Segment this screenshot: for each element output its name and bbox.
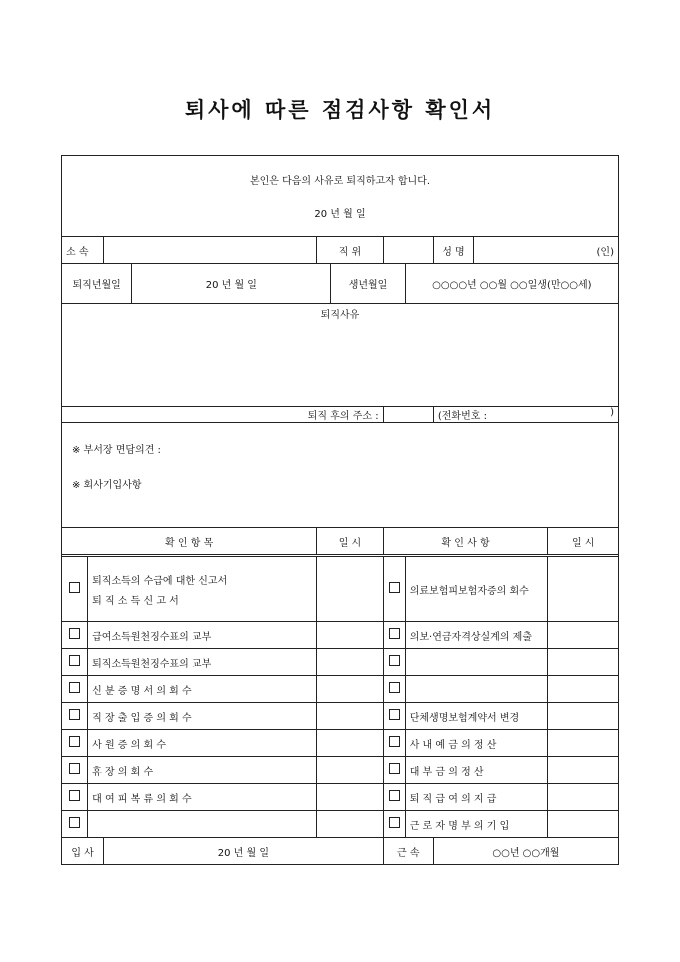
- checklist-date[interactable]: [548, 757, 619, 784]
- checkbox-icon: [69, 790, 80, 801]
- checklist-date[interactable]: [548, 703, 619, 730]
- checkbox-icon: [69, 817, 80, 828]
- checklist-item-line2: 퇴 직 소 득 신 고 서: [92, 595, 179, 607]
- checklist-row: [62, 757, 619, 784]
- checkbox[interactable]: [62, 703, 88, 730]
- join-field[interactable]: 20 년 월 일: [104, 838, 383, 865]
- checklist-row: [62, 811, 619, 838]
- retire-date-label: 퇴직년월일: [62, 264, 132, 304]
- checklist-date[interactable]: [317, 757, 383, 784]
- checklist-date[interactable]: [317, 730, 383, 757]
- seal-text: (인): [596, 246, 614, 258]
- checklist-date[interactable]: [317, 811, 383, 838]
- checkbox-icon: [69, 736, 80, 747]
- checkbox[interactable]: [62, 784, 88, 811]
- checklist-item: 의료보험피보험자증의 회수: [405, 557, 548, 622]
- checklist-item: 단체생명보험계약서 변경: [405, 703, 548, 730]
- birth-field[interactable]: ○○○○년 ○○월 ○○일생(만○○세): [405, 264, 618, 304]
- checklist-item: 급여소득원천징수표의 교부: [88, 622, 317, 649]
- checklist-date[interactable]: [317, 557, 383, 622]
- checklist-date[interactable]: [548, 649, 619, 676]
- checkbox-icon: [389, 682, 400, 693]
- checklist-item: [88, 557, 317, 622]
- document-title: 퇴사에 따른 점검사항 확인서: [184, 98, 496, 122]
- retire-reason-section[interactable]: [62, 304, 619, 407]
- name-label: 성 명: [433, 237, 473, 264]
- phone-label: (전화번호 :: [437, 411, 487, 422]
- check-item-header: 확 인 항 목: [62, 528, 317, 555]
- dept-head-opinion: ※ 부서장 면담의견 :: [72, 445, 161, 456]
- checklist-row: [62, 622, 619, 649]
- checklist-date[interactable]: [317, 649, 383, 676]
- checklist-row: [62, 703, 619, 730]
- checkbox[interactable]: [62, 676, 88, 703]
- checkbox[interactable]: [383, 557, 405, 622]
- checklist-item: 퇴직소득원천징수표의 교부: [88, 649, 317, 676]
- confirmation-form: [61, 155, 619, 865]
- position-label: 직 위: [317, 237, 383, 264]
- dept-field[interactable]: [104, 237, 317, 264]
- checklist-date[interactable]: [317, 703, 383, 730]
- checklist-date[interactable]: [548, 784, 619, 811]
- checkbox-icon: [389, 709, 400, 720]
- checklist-date[interactable]: [317, 784, 383, 811]
- retire-reason-label: 퇴직사유: [320, 310, 360, 321]
- checkbox[interactable]: [383, 676, 405, 703]
- address-label: 퇴직 후의 주소 :: [307, 411, 379, 422]
- checklist-item: 대 부 금 의 정 산: [405, 757, 548, 784]
- checklist-date[interactable]: [548, 676, 619, 703]
- checklist-date[interactable]: [317, 622, 383, 649]
- checkbox-icon: [389, 763, 400, 774]
- checkbox-icon: [69, 763, 80, 774]
- checklist-date[interactable]: [548, 730, 619, 757]
- checklist-item: 의보·연금자격상실계의 제출: [405, 622, 548, 649]
- checklist-item: 근 로 자 명 부 의 기 입: [405, 811, 548, 838]
- checklist-item: 휴 장 의 회 수: [88, 757, 317, 784]
- intro-section: [62, 156, 619, 237]
- checkbox-icon: [389, 628, 400, 639]
- checkbox[interactable]: [383, 622, 405, 649]
- dept-label: 소 속: [62, 237, 104, 264]
- checkbox-icon: [389, 817, 400, 828]
- intro-statement: 본인은 다음의 사유로 퇴직하고자 합니다.: [249, 176, 431, 187]
- phone-field[interactable]: [433, 407, 618, 423]
- birth-label: 생년월일: [331, 264, 405, 304]
- checklist-date[interactable]: [548, 811, 619, 838]
- checklist-item: 대 여 피 복 류 의 회 수: [88, 784, 317, 811]
- checkbox[interactable]: [62, 757, 88, 784]
- checklist-item: [405, 676, 548, 703]
- name-field[interactable]: [474, 237, 619, 264]
- check-date-header: 일 시: [317, 528, 383, 555]
- checkbox-icon: [69, 682, 80, 693]
- check-item2-header: 확 인 사 항: [383, 528, 548, 555]
- checklist-row: [62, 784, 619, 811]
- checklist-row: [62, 676, 619, 703]
- company-entry-note: ※ 회사기입사항: [72, 480, 142, 491]
- checkbox-icon: [69, 655, 80, 666]
- checkbox-icon: [389, 790, 400, 801]
- checkbox[interactable]: [62, 557, 88, 622]
- checklist-date[interactable]: [548, 622, 619, 649]
- tenure-label: 근 속: [383, 838, 433, 865]
- checkbox-icon: [69, 628, 80, 639]
- checklist-item: 신 분 증 명 서 의 회 수: [88, 676, 317, 703]
- join-label: 입 사: [62, 838, 104, 865]
- checkbox-icon: [69, 582, 80, 593]
- checklist-item: [88, 811, 317, 838]
- checkbox[interactable]: [62, 811, 88, 838]
- checklist-item: 사 원 증 의 회 수: [88, 730, 317, 757]
- checklist-item: [405, 649, 548, 676]
- checkbox[interactable]: [62, 622, 88, 649]
- tenure-field[interactable]: ○○년 ○○개월: [433, 838, 618, 865]
- checkbox-icon: [389, 736, 400, 747]
- checklist-item: 사 내 예 금 의 정 산: [405, 730, 548, 757]
- checkbox[interactable]: [383, 703, 405, 730]
- checklist-date[interactable]: [317, 676, 383, 703]
- checklist-item-line1: 퇴직소득의 수급에 대한 신고서: [92, 575, 228, 587]
- checkbox[interactable]: [383, 730, 405, 757]
- checkbox[interactable]: [62, 730, 88, 757]
- checklist-row: [62, 649, 619, 676]
- phone-close: ): [610, 407, 614, 418]
- checklist-row: [62, 730, 619, 757]
- checklist-item: 직 장 출 입 증 의 회 수: [88, 703, 317, 730]
- checkbox[interactable]: [383, 757, 405, 784]
- retire-date-field[interactable]: 20 년 월 일: [132, 264, 331, 304]
- checkbox[interactable]: [383, 784, 405, 811]
- opinion-section[interactable]: [62, 423, 619, 528]
- check-date2-header: 일 시: [548, 528, 619, 555]
- checkbox[interactable]: [383, 811, 405, 838]
- checkbox[interactable]: [62, 649, 88, 676]
- address-field[interactable]: [62, 407, 384, 423]
- checkbox-icon: [389, 655, 400, 666]
- address-blank: [383, 407, 433, 423]
- checkbox[interactable]: [383, 649, 405, 676]
- position-field[interactable]: [383, 237, 433, 264]
- checklist-row: [62, 557, 619, 622]
- checklist-item: 퇴 직 급 여 의 지 급: [405, 784, 548, 811]
- intro-date: 20 년 월 일: [314, 209, 366, 220]
- checkbox-icon: [69, 709, 80, 720]
- checklist-date[interactable]: [548, 557, 619, 622]
- checkbox-icon: [389, 582, 400, 593]
